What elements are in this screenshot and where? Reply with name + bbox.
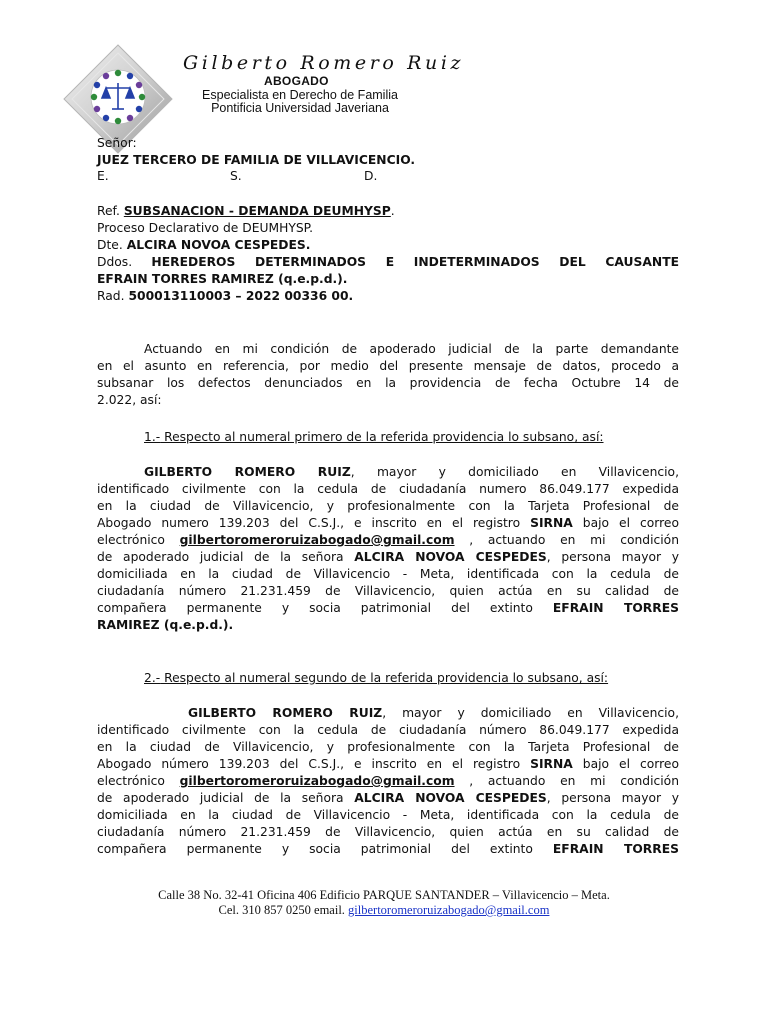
s2-line-4: Abogado número 139.203 del C.S.J., e inscrito en el registro SIRNA bajo el correo bbox=[97, 757, 679, 771]
s1-name: GILBERTO ROMERO RUIZ bbox=[144, 465, 351, 479]
intro-line-3: subsanar los defectos denunciados en la providencia de fecha Octubre 14 de bbox=[97, 376, 679, 390]
rad-label: Rad. bbox=[97, 289, 125, 303]
ref-value: SUBSANACION - DEMANDA DEUMHYSP bbox=[123, 204, 391, 218]
section1-heading-text: Respecto al numeral primero de la referida providencia lo subsano, así: bbox=[160, 430, 604, 444]
s2-line-2: identificado civilmente con la cedula de ciudadanía número 86.049.177 expedida bbox=[97, 723, 679, 737]
s1-sirna: SIRNA bbox=[530, 516, 573, 530]
s2-sirna: SIRNA bbox=[530, 757, 573, 771]
s1-line-9: compañera permanente y socia patrimonial del extinto EFRAIN TORRES bbox=[97, 601, 679, 615]
judge-name: JUEZ TERCERO DE FAMILIA DE VILLAVICENCIO. bbox=[97, 153, 416, 167]
dte-label: Dte. bbox=[97, 238, 123, 252]
ref-line: Ref. SUBSANACION - DEMANDA DEUMHYSP. bbox=[97, 204, 395, 218]
footer-email-link[interactable]: gilbertoromeroruizabogado@gmail.com bbox=[348, 903, 550, 917]
defendants-line bbox=[97, 254, 679, 271]
ref-label: Ref. bbox=[97, 204, 120, 218]
section2-heading-text: Respecto al numeral segundo de la referida providencia lo subsano, así: bbox=[160, 671, 609, 685]
dte-value: ALCIRA NOVOA CESPEDES. bbox=[126, 238, 311, 252]
ddos-label: Ddos. bbox=[97, 255, 133, 269]
salutation: Señor: bbox=[97, 136, 137, 150]
s1-line-6: de apoderado judicial de la señora ALCIRA NOVOA CESPEDES, persona mayor y bbox=[97, 550, 679, 564]
esd-e: E. bbox=[97, 169, 109, 183]
section1-heading bbox=[144, 429, 726, 446]
footer-phone: Cel. 310 857 0250 email. bbox=[218, 903, 349, 917]
rad-value: 500013110003 – 2022 00336 00. bbox=[128, 289, 354, 303]
s1-line-3: en la ciudad de Villavicencio, y profesionalmente con la Tarjeta Profesional de bbox=[97, 499, 679, 513]
s2-client: ALCIRA NOVOA CESPEDES bbox=[354, 791, 547, 805]
s1-line-1: GILBERTO ROMERO RUIZ, mayor y domiciliado en Villavicencio, bbox=[144, 465, 679, 479]
intro-line-2: en el asunto en referencia, por medio del presente mensaje de datos, procedo a bbox=[97, 359, 679, 373]
firm-title: ABOGADO bbox=[264, 74, 329, 88]
process-line: Proceso Declarativo de DEUMHYSP. bbox=[97, 221, 314, 235]
firm-name: Gilberto Romero Ruiz bbox=[183, 52, 465, 74]
footer-address: Calle 38 No. 32-41 Oficina 406 Edificio PARQUE SANTANDER – Villavicencio – Meta. bbox=[158, 888, 610, 902]
defendants-line-2: EFRAIN TORRES RAMIREZ (q.e.p.d.). bbox=[97, 272, 348, 286]
s1-line-5: electrónico gilbertoromeroruizabogado@gmail.com , actuando en mi condición bbox=[97, 533, 679, 547]
s2-line-6: de apoderado judicial de la señora ALCIRA NOVOA CESPEDES, persona mayor y bbox=[97, 791, 679, 805]
s1-email-link[interactable]: gilbertoromeroruizabogado@gmail.com bbox=[179, 533, 455, 547]
s2-line-1: GILBERTO ROMERO RUIZ, mayor y domiciliado en Villavicencio, bbox=[188, 706, 679, 720]
section1-heading-num: 1.- bbox=[144, 430, 161, 444]
s1-deceased: EFRAIN TORRES bbox=[552, 601, 679, 615]
firm-specialty: Especialista en Derecho de Familia bbox=[202, 88, 398, 102]
s2-name: GILBERTO ROMERO RUIZ bbox=[188, 706, 383, 720]
s2-line-5: electrónico gilbertoromeroruizabogado@gmail.com , actuando en mi condición bbox=[97, 774, 679, 788]
plaintiff-line bbox=[97, 237, 679, 254]
footer-contact bbox=[0, 903, 768, 918]
s2-line-7: domiciliada en la ciudad de Villavicencio - Meta, identificada con la cedula de bbox=[97, 808, 679, 822]
esd-d: D. bbox=[364, 169, 378, 183]
s1-client: ALCIRA NOVOA CESPEDES bbox=[354, 550, 547, 564]
intro-line-1: Actuando en mi condición de apoderado judicial de la parte demandante bbox=[144, 342, 679, 356]
s2-line-8: ciudadanía número 21.231.459 de Villavicencio, quien actúa en su calidad de bbox=[97, 825, 679, 839]
firm-university: Pontificia Universidad Javeriana bbox=[211, 101, 389, 115]
s2-line-9: compañera permanente y socia patrimonial del extinto EFRAIN TORRES bbox=[97, 842, 679, 856]
esd-s: S. bbox=[230, 169, 242, 183]
s2-deceased: EFRAIN TORRES bbox=[552, 842, 679, 856]
s1-line-7: domiciliada en la ciudad de Villavicencio - Meta, identificada con la cedula de bbox=[97, 567, 679, 581]
s1-line-2: identificado civilmente con la cedula de ciudadanía numero 86.049.177 expedida bbox=[97, 482, 679, 496]
s2-email-link[interactable]: gilbertoromeroruizabogado@gmail.com bbox=[179, 774, 455, 788]
intro-line-4: 2.022, así: bbox=[97, 393, 162, 407]
s1-line-10: RAMIREZ (q.e.p.d.). bbox=[97, 618, 234, 632]
section2-heading bbox=[144, 670, 726, 687]
s2-line-3: en la ciudad de Villavicencio, y profesionalmente con la Tarjeta Profesional de bbox=[97, 740, 679, 754]
section2-heading-num: 2.- bbox=[144, 671, 161, 685]
s1-line-8: ciudadanía número 21.231.459 de Villavicencio, quien actúa en su calidad de bbox=[97, 584, 679, 598]
ddos-value-1: HEREDEROS DETERMINADOS E INDETERMINADOS DEL CAUSANTE bbox=[151, 255, 679, 269]
rad-line bbox=[97, 288, 679, 305]
s1-line-4: Abogado numero 139.203 del C.S.J., e inscrito en el registro SIRNA bajo el correo bbox=[97, 516, 679, 530]
